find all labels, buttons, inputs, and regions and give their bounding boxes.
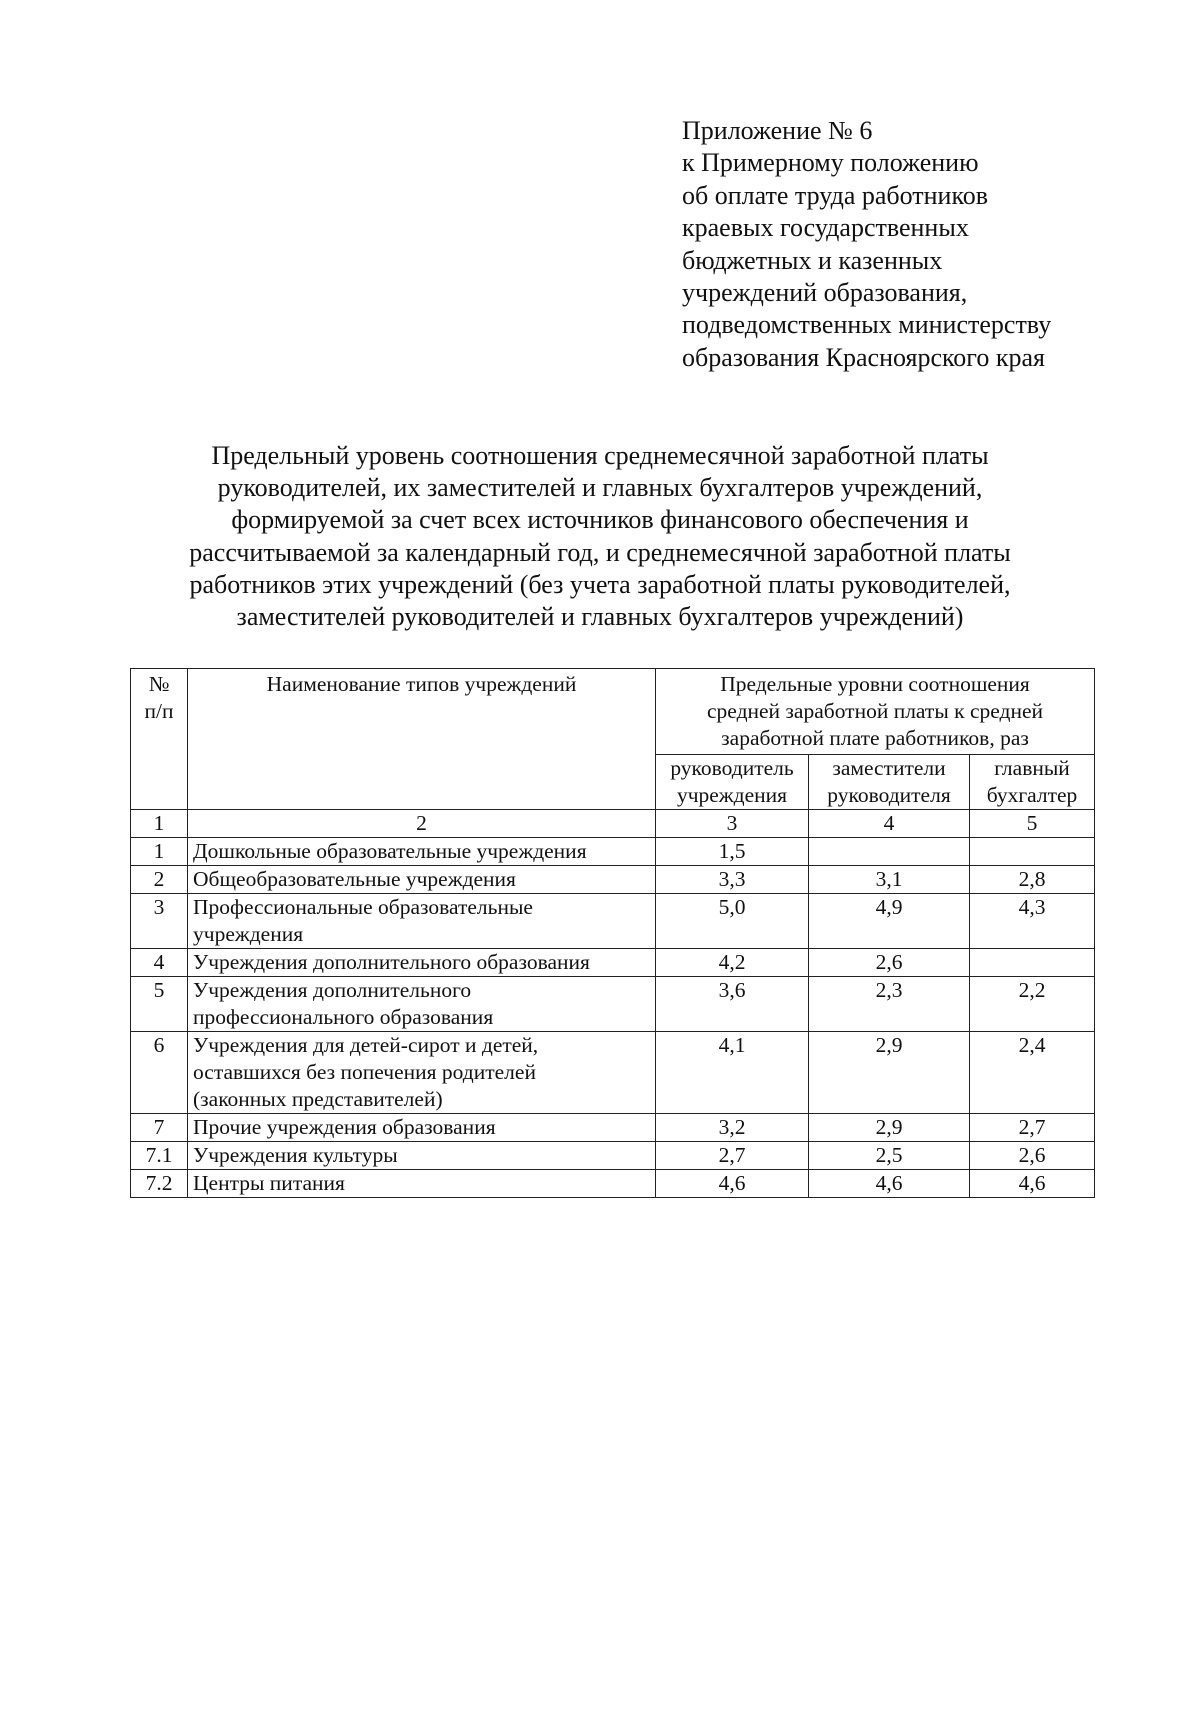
row-name-cell — [188, 838, 656, 866]
accountant-ratio-cell: 4,3 — [970, 894, 1095, 949]
row-number-cell: 1 — [131, 838, 188, 866]
row-name-line: Учреждения дополнительного — [193, 978, 472, 1002]
row-name-cell — [188, 1170, 656, 1198]
deputy-ratio-cell: 2,3 — [809, 977, 970, 1032]
header-name-text: Наименование типов учреждений — [266, 672, 577, 696]
table-row — [131, 838, 1095, 866]
row-name-cell — [188, 1142, 656, 1170]
row-name-line: учреждения — [193, 922, 304, 946]
column-number-cell: 5 — [970, 810, 1095, 838]
header-group-line: средней заработной платы к средней — [707, 699, 1044, 723]
column-number-cell: 3 — [656, 810, 809, 838]
header-cell-deputy — [809, 755, 970, 810]
table-row — [131, 1142, 1095, 1170]
accountant-ratio-cell: 2,7 — [970, 1114, 1095, 1142]
row-name-line: Общеобразовательные учреждения — [193, 867, 516, 891]
title-line: рассчитываемой за календарный год, и среднемесячной заработной платы — [189, 537, 1011, 567]
row-name-line: Учреждения дополнительного образования — [193, 950, 590, 974]
deputy-ratio-cell: 2,9 — [809, 1032, 970, 1114]
row-number-cell: 6 — [131, 1032, 188, 1114]
row-name-cell — [188, 866, 656, 894]
header-number-line: № — [148, 672, 170, 696]
column-number-row — [131, 810, 1095, 838]
limits-table-body — [131, 669, 1095, 1198]
row-name-line: Дошкольные образовательные учреждения — [193, 839, 587, 863]
row-name-cell — [188, 949, 656, 977]
row-name-line: Учреждения культуры — [193, 1143, 398, 1167]
head-ratio-cell: 3,2 — [656, 1114, 809, 1142]
appendix-line: к Примерному положению — [682, 148, 979, 178]
header-accountant-line: бухгалтер — [986, 783, 1078, 807]
row-name-cell — [188, 1032, 656, 1114]
header-cell-name — [188, 669, 656, 810]
deputy-ratio-cell: 3,1 — [809, 866, 970, 894]
accountant-ratio-cell — [970, 838, 1095, 866]
appendix-block — [682, 115, 1162, 374]
appendix-line: Приложение № 6 — [682, 116, 873, 145]
row-name-line: (законных представителей) — [193, 1087, 443, 1111]
table-row — [131, 1114, 1095, 1142]
accountant-ratio-cell: 2,6 — [970, 1142, 1095, 1170]
header-head-line: руководитель — [670, 756, 794, 780]
row-number-cell: 7 — [131, 1114, 188, 1142]
head-ratio-cell: 4,1 — [656, 1032, 809, 1114]
table-row — [131, 1170, 1095, 1198]
row-number-cell: 5 — [131, 977, 188, 1032]
table-row — [131, 1032, 1095, 1114]
table-row — [131, 866, 1095, 894]
head-ratio-cell: 4,2 — [656, 949, 809, 977]
table-row — [131, 977, 1095, 1032]
head-ratio-cell: 1,5 — [656, 838, 809, 866]
deputy-ratio-cell: 2,9 — [809, 1114, 970, 1142]
appendix-line: бюджетных и казенных — [682, 245, 943, 275]
head-ratio-cell: 2,7 — [656, 1142, 809, 1170]
row-name-line: профессионального образования — [193, 1005, 494, 1029]
row-number-cell: 7.2 — [131, 1170, 188, 1198]
appendix-line: образования Красноярского края — [682, 342, 1045, 372]
row-number-cell: 2 — [131, 866, 188, 894]
header-deputy-line: заместители — [832, 756, 946, 780]
deputy-ratio-cell: 4,9 — [809, 894, 970, 949]
appendix-line: краевых государственных — [682, 213, 969, 243]
deputy-ratio-cell: 4,6 — [809, 1170, 970, 1198]
row-name-cell — [188, 894, 656, 949]
row-number-cell: 4 — [131, 949, 188, 977]
row-name-line: Профессиональные образовательные — [193, 895, 533, 919]
accountant-ratio-cell: 2,2 — [970, 977, 1095, 1032]
row-name-line: Учреждения для детей-сирот и детей, — [193, 1033, 539, 1057]
header-cell-head — [656, 755, 809, 810]
head-ratio-cell: 5,0 — [656, 894, 809, 949]
head-ratio-cell: 4,6 — [656, 1170, 809, 1198]
deputy-ratio-cell: 2,5 — [809, 1142, 970, 1170]
row-number-cell: 3 — [131, 894, 188, 949]
limits-table — [130, 668, 1095, 1198]
deputy-ratio-cell — [809, 838, 970, 866]
accountant-ratio-cell — [970, 949, 1095, 977]
head-ratio-cell: 3,6 — [656, 977, 809, 1032]
head-ratio-cell: 3,3 — [656, 866, 809, 894]
header-deputy-line: руководителя — [827, 783, 951, 807]
header-accountant-line: главный — [994, 756, 1070, 780]
row-name-cell — [188, 1114, 656, 1142]
row-name-line: Центры питания — [193, 1171, 345, 1195]
row-number-cell: 7.1 — [131, 1142, 188, 1170]
appendix-line: об оплате труда работников — [682, 180, 989, 210]
table-row — [131, 894, 1095, 949]
header-head-line: учреждения — [676, 783, 788, 807]
column-number-cell: 4 — [809, 810, 970, 838]
accountant-ratio-cell: 2,4 — [970, 1032, 1095, 1114]
title-line: Предельный уровень соотношения среднемесячной заработной платы — [211, 441, 989, 470]
title-line: заместителей руководителей и главных бухгалтеров учреждений) — [236, 602, 964, 632]
accountant-ratio-cell: 2,8 — [970, 866, 1095, 894]
header-group-line: Предельные уровни соотношения — [720, 672, 1030, 696]
title-line: формируемой за счет всех источников финансового обеспечения и — [231, 505, 969, 535]
header-cell-number — [131, 669, 188, 810]
title-line: руководителей, их заместителей и главных бухгалтеров учреждений, — [217, 473, 983, 503]
row-name-line: оставшихся без попечения родителей — [193, 1060, 536, 1084]
deputy-ratio-cell: 2,6 — [809, 949, 970, 977]
row-name-cell — [188, 977, 656, 1032]
table-row — [131, 949, 1095, 977]
appendix-line: учреждений образования, — [682, 278, 968, 308]
accountant-ratio-cell: 4,6 — [970, 1170, 1095, 1198]
column-number-cell: 2 — [188, 810, 656, 838]
header-group-line: заработной плате работников, раз — [721, 726, 1029, 750]
header-cell-group — [656, 669, 1095, 755]
header-number-line: п/п — [144, 699, 174, 723]
title-line: работников этих учреждений (без учета заработной платы руководителей, — [189, 569, 1011, 599]
column-number-cell: 1 — [131, 810, 188, 838]
row-name-line: Прочие учреждения образования — [193, 1115, 496, 1139]
appendix-line: подведомственных министерству — [682, 310, 1052, 340]
document-title — [130, 440, 1070, 633]
header-row — [131, 669, 1095, 755]
header-cell-accountant — [970, 755, 1095, 810]
